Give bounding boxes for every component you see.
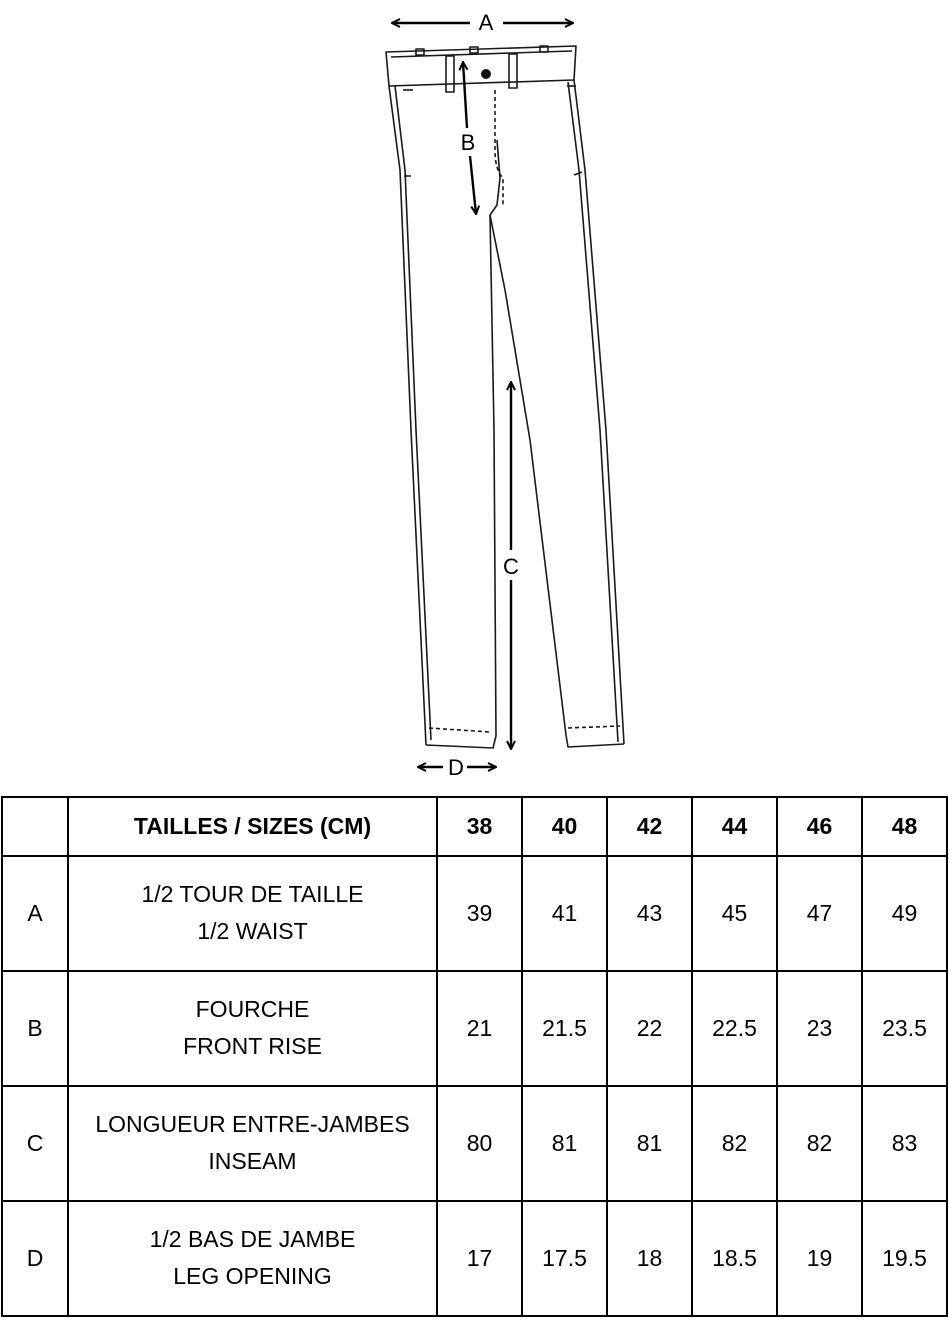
header-size-cell: 44 [692,797,777,856]
header-size-cell: 42 [607,797,692,856]
row-label-en: 1/2 WAIST [197,918,308,945]
value-cell: 83 [862,1086,947,1201]
row-label-cell [68,1086,437,1201]
value-cell: 18 [607,1201,692,1316]
value-cell: 82 [777,1086,862,1201]
table-row [2,1201,947,1316]
table-row [2,1086,947,1201]
header-size-cell: 48 [862,797,947,856]
value-cell: 41 [522,856,607,971]
value-cell: 22 [607,971,692,1086]
value-cell: 47 [777,856,862,971]
value-cell: 81 [522,1086,607,1201]
value-cell: 81 [607,1086,692,1201]
button-icon [481,69,491,79]
row-label-en: FRONT RISE [183,1033,322,1060]
header-size-cell: 40 [522,797,607,856]
row-label-en: INSEAM [208,1148,297,1175]
value-cell: 80 [437,1086,522,1201]
value-cell: 17 [437,1201,522,1316]
row-label-cell [68,1201,437,1316]
measurement-arrows [392,23,573,767]
header-size-cell: 38 [437,797,522,856]
value-cell: 23 [777,971,862,1086]
value-cell: 19.5 [862,1201,947,1316]
row-label-fr: 1/2 TOUR DE TAILLE [141,881,364,908]
value-cell: 21 [437,971,522,1086]
label-b: B [460,130,476,155]
header-title-cell: TAILLES / SIZES (CM) [68,797,437,856]
value-cell: 23.5 [862,971,947,1086]
table-header-row [2,797,947,856]
value-cell: 17.5 [522,1201,607,1316]
value-cell: 49 [862,856,947,971]
label-a: A [478,10,494,35]
row-label-fr: FOURCHE [195,996,310,1023]
header-blank-cell [2,797,68,856]
value-cell: 45 [692,856,777,971]
size-table [1,796,948,1317]
row-label-cell [68,856,437,971]
row-label-en: LEG OPENING [173,1263,332,1290]
pants-outline [386,46,624,748]
value-cell: 18.5 [692,1201,777,1316]
row-key-cell: D [2,1201,68,1316]
value-cell: 82 [692,1086,777,1201]
row-key-cell: A [2,856,68,971]
row-key-cell: B [2,971,68,1086]
row-label-fr: 1/2 BAS DE JAMBE [149,1226,356,1253]
row-label-cell [68,971,437,1086]
row-key-cell: C [2,1086,68,1201]
label-c: C [503,554,519,579]
value-cell: 39 [437,856,522,971]
value-cell: 22.5 [692,971,777,1086]
value-cell: 19 [777,1201,862,1316]
value-cell: 43 [607,856,692,971]
header-size-cell: 46 [777,797,862,856]
table-row [2,971,947,1086]
table-row [2,856,947,971]
value-cell: 21.5 [522,971,607,1086]
row-label-fr: LONGUEUR ENTRE-JAMBES [95,1111,410,1138]
label-d: D [448,755,464,780]
